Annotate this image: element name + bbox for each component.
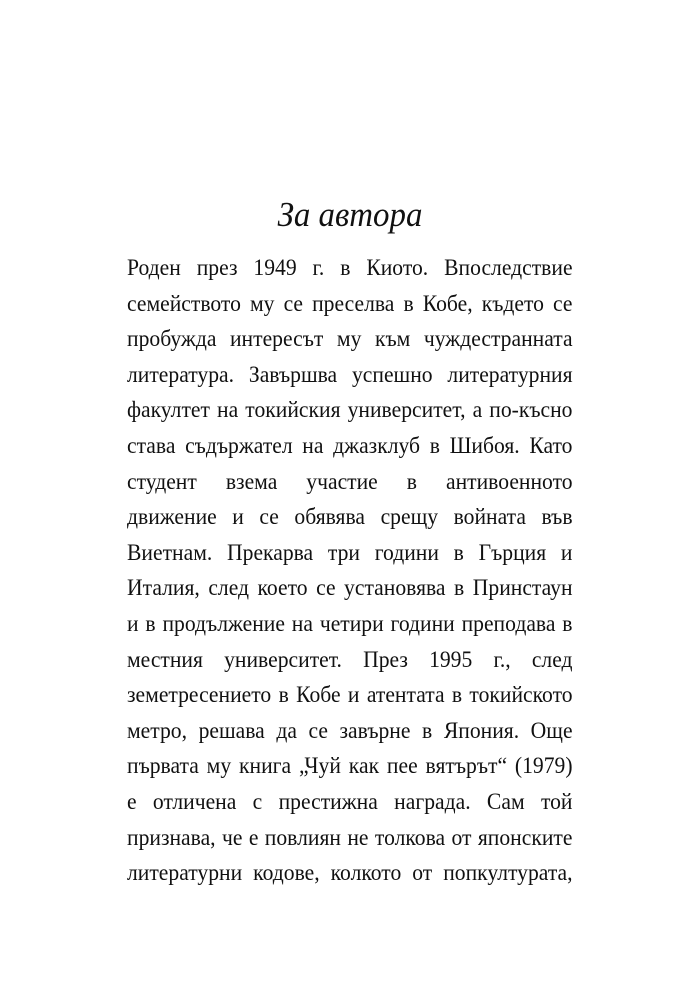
word: и [232, 504, 244, 530]
word: повлиян [264, 824, 341, 850]
word: „Чуй [298, 753, 341, 779]
word: към [374, 326, 411, 352]
word: от [451, 824, 472, 850]
word: преселва [312, 290, 395, 316]
word: се [283, 290, 304, 316]
word: в [422, 717, 433, 743]
word: му [249, 290, 275, 316]
word: книга [239, 753, 292, 779]
word: толкова [374, 824, 446, 850]
word: и [127, 610, 139, 636]
text-line [127, 713, 573, 749]
word: атентата [366, 682, 445, 708]
word: литература. [127, 361, 235, 387]
word: Завършва [248, 361, 338, 387]
word: взема [225, 468, 278, 494]
word: във [541, 504, 573, 530]
word: се [308, 717, 328, 743]
word: отличена [152, 788, 237, 814]
word: и [347, 682, 360, 708]
word: че [221, 824, 243, 850]
word: 1949 [253, 255, 297, 280]
word: попкултурата, [443, 860, 573, 886]
word: университет, [347, 397, 466, 423]
text-line [127, 606, 573, 642]
word: факултет [127, 397, 210, 423]
text-line [127, 535, 573, 571]
word: в [340, 255, 351, 280]
word: продължение [162, 610, 285, 636]
word: Гърция [478, 539, 547, 565]
word: участие [306, 468, 378, 494]
word: в [451, 682, 463, 708]
word: престижна [278, 788, 378, 814]
text-line [127, 428, 573, 464]
word: През [363, 646, 408, 672]
word: с [252, 788, 263, 814]
word: чуждестранната [423, 326, 573, 352]
word: местния [127, 646, 203, 672]
word: пробужда [127, 326, 217, 352]
word: семейството [127, 290, 241, 316]
word: установява [344, 575, 446, 601]
word: г., [493, 646, 511, 672]
word: Като [529, 432, 573, 458]
text-line [127, 250, 573, 286]
word: преподава [461, 610, 556, 636]
word: в [406, 468, 418, 494]
word: не [347, 824, 369, 850]
word: се [553, 290, 573, 316]
word: е [127, 788, 137, 814]
word: (1979) [514, 753, 573, 779]
word: където [481, 290, 544, 316]
text-line [127, 677, 573, 713]
word: антивоенното [445, 468, 573, 494]
word: става [127, 432, 176, 458]
word: Шибоя. [449, 432, 520, 458]
word: се [316, 575, 336, 601]
word: обявява [294, 504, 366, 530]
word: Виетнам. [127, 539, 213, 565]
word: той [540, 788, 573, 814]
text-line [127, 820, 573, 856]
word: в [454, 575, 465, 601]
word: от [412, 860, 433, 886]
word: как [348, 753, 380, 779]
word: му [206, 753, 232, 779]
word: на [291, 610, 313, 636]
word: 1995 [429, 646, 473, 672]
word: движение [127, 504, 217, 530]
word: на [302, 432, 324, 458]
text-line [127, 748, 573, 784]
word: три [327, 539, 360, 565]
text-line [127, 321, 573, 357]
word: успешно [351, 361, 433, 387]
word: метро, [127, 717, 188, 743]
word: през [196, 255, 238, 280]
word: г. [312, 255, 325, 280]
word: студент [127, 468, 197, 494]
text-line [127, 784, 573, 820]
word: интересът [229, 326, 324, 352]
word: е [248, 824, 259, 850]
word: а [472, 397, 483, 423]
word: години [390, 610, 455, 636]
word: което [257, 575, 308, 601]
word: в [403, 290, 414, 316]
text-line [127, 392, 573, 428]
word: колкото [330, 860, 402, 886]
word: четири [319, 610, 384, 636]
word: в [278, 682, 289, 708]
word: университет. [224, 646, 342, 672]
word: литературни [127, 860, 243, 886]
word: в [145, 610, 156, 636]
text-line [127, 570, 573, 606]
word: Още [530, 717, 573, 743]
word: срещу [380, 504, 439, 530]
word: токийския [245, 397, 341, 423]
text-line [127, 499, 573, 535]
word: след [208, 575, 250, 601]
word: в [562, 610, 573, 636]
word: Кобе [296, 682, 341, 708]
word: в [453, 539, 464, 565]
author-bio-text [127, 250, 573, 891]
word: токийското [469, 682, 573, 708]
text-line [127, 642, 573, 678]
word: Сам [486, 788, 525, 814]
word: награда. [394, 788, 471, 814]
word: Принстаун [472, 575, 573, 601]
word: години [374, 539, 439, 565]
word: в [429, 432, 440, 458]
word: решава [198, 717, 265, 743]
word: земетресението [127, 682, 272, 708]
word: пее [386, 753, 418, 779]
word: Италия, [127, 575, 200, 601]
text-line [127, 286, 573, 322]
word: да [276, 717, 297, 743]
word: Кобе, [422, 290, 473, 316]
word: му [336, 326, 362, 352]
word: първата [127, 753, 199, 779]
word: кодове, [253, 860, 320, 886]
word: след [531, 646, 573, 672]
word: литературния [447, 361, 573, 387]
word: Роден [127, 255, 181, 280]
word: на [217, 397, 239, 423]
word: Япония. [443, 717, 520, 743]
word: по-късно [489, 397, 573, 423]
text-line [127, 464, 573, 500]
section-title: За автора [277, 195, 423, 234]
word: Киото. [366, 255, 429, 280]
text-line [127, 855, 573, 891]
word: войната [453, 504, 526, 530]
text-line [127, 357, 573, 393]
word: завърне [339, 717, 411, 743]
word: японските [477, 824, 573, 850]
word: вятърът“ [425, 753, 508, 779]
word: се [259, 504, 279, 530]
word: Прекарва [227, 539, 314, 565]
word: съдържател [185, 432, 293, 458]
word: Впоследствие [444, 255, 573, 280]
word: признава, [127, 824, 216, 850]
word: джазклуб [333, 432, 421, 458]
word: и [560, 539, 573, 565]
